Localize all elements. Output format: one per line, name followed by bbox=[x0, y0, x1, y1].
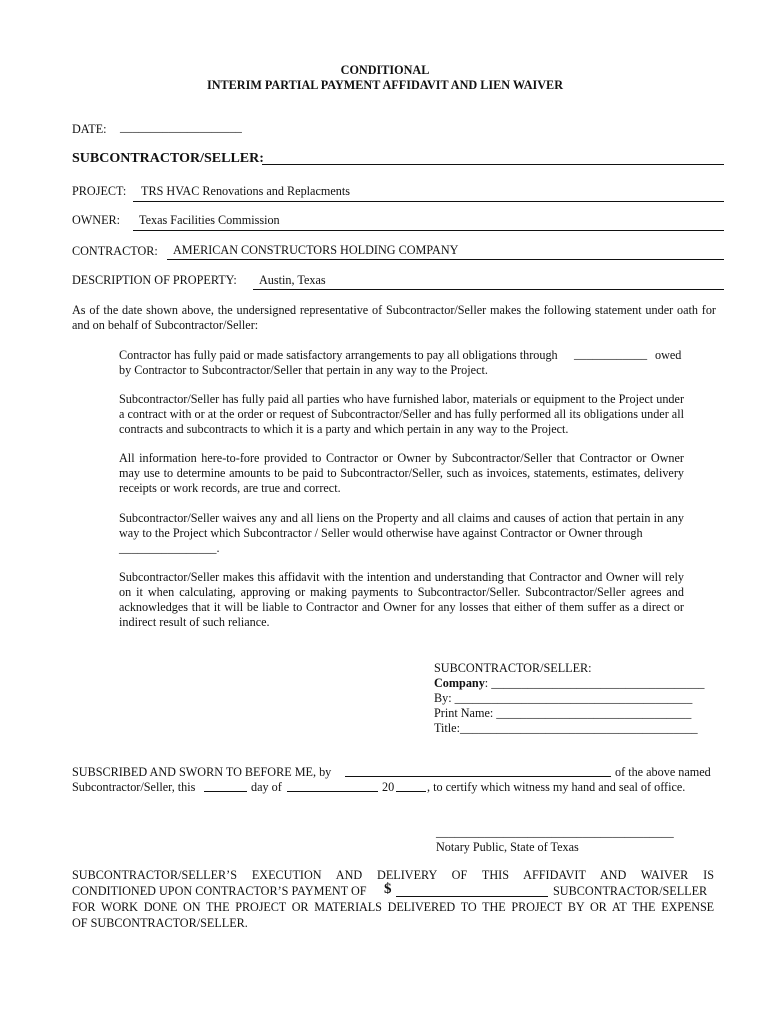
intro-paragraph: As of the date shown above, the undersigned representative of Subcontractor/Seller makes the following statement under oath for and on behalf of Subcontractor/Seller: bbox=[72, 303, 716, 332]
sworn-year-field[interactable] bbox=[396, 791, 426, 792]
final-line3: FOR WORK DONE ON THE PROJECT OR MATERIALS DELIVERED TO THE PROJECT BY OR AT THE EXPENSE bbox=[72, 900, 714, 914]
sworn-by-field[interactable] bbox=[345, 776, 611, 777]
subcontractor-field[interactable] bbox=[262, 164, 724, 165]
property-label: DESCRIPTION OF PROPERTY: bbox=[72, 273, 237, 287]
owner-field-line bbox=[133, 230, 724, 231]
form-title: INTERIM PARTIAL PAYMENT AFFIDAVIT AND LIEN WAIVER bbox=[206, 78, 563, 92]
by-field[interactable]: By: _______________________________________ bbox=[434, 691, 693, 705]
sworn-text-c: Subcontractor/Seller, this bbox=[72, 780, 196, 794]
date-field[interactable]: ____________________ bbox=[120, 120, 242, 134]
final-line4: OF SUBCONTRACTOR/SELLER. bbox=[72, 916, 248, 930]
sworn-text-b: of the above named bbox=[615, 765, 711, 779]
sworn-text-a: SUBSCRIBED AND SWORN TO BEFORE ME, by bbox=[72, 765, 332, 779]
dollar-sign: $ bbox=[384, 881, 392, 897]
clause3-paragraph: All information here-to-fore provided to Contractor or Owner by Subcontractor/Seller that Contractor or Owner may use to determine amounts to be paid to Subcontractor/Seller, such as invoices, statements, estimates, delivery receipts or work records, are true and correct. bbox=[119, 451, 684, 495]
owner-value: Texas Facilities Commission bbox=[139, 213, 280, 227]
clause1-line2: by Contractor to Subcontractor/Seller that pertain in any way to the Project. bbox=[119, 363, 488, 377]
contractor-label: CONTRACTOR: bbox=[72, 244, 158, 258]
final-statement bbox=[72, 868, 714, 932]
sworn-text-d: day of bbox=[251, 780, 282, 794]
clause2-paragraph: Subcontractor/Seller has fully paid all parties who have furnished labor, materials or equipment to the Project under a contract with or at the order or request of Subcontractor/Seller and has fully performed all its obligations under all contracts and subcontracts to which it is a party and which pertain in any way to the Project. bbox=[119, 392, 684, 436]
clause1-line1 bbox=[119, 348, 558, 363]
project-field-line bbox=[133, 201, 724, 202]
form-title-conditional: CONDITIONAL bbox=[340, 63, 430, 77]
print-name-field[interactable]: Print Name: ________________________________ bbox=[434, 706, 692, 720]
clause4-paragraph: Subcontractor/Seller waives any and all liens on the Property and all claims and causes of action that pertain in any way to the Project which Subcontractor / Seller would otherwise have against Contractor or Owner through bbox=[119, 511, 684, 540]
company-label: Company bbox=[434, 676, 485, 690]
final-line2-b: SUBCONTRACTOR/SELLER bbox=[553, 884, 708, 898]
clause4-blank[interactable]: ________________. bbox=[119, 541, 220, 555]
property-value: Austin, Texas bbox=[259, 273, 326, 287]
signature-heading: SUBCONTRACTOR/SELLER: bbox=[434, 661, 592, 675]
sworn-month-field[interactable] bbox=[287, 791, 378, 792]
owner-label: OWNER: bbox=[72, 213, 121, 227]
property-field-line bbox=[253, 289, 724, 290]
payment-amount-field[interactable] bbox=[396, 896, 548, 897]
sworn-text-e: 20 bbox=[382, 780, 395, 794]
clause1-blank[interactable]: ____________ bbox=[574, 347, 648, 361]
contractor-field-line bbox=[167, 259, 724, 260]
title-field[interactable]: Title:_______________________________________ bbox=[434, 721, 698, 735]
notary-signature-line[interactable]: _______________________________________ bbox=[436, 825, 674, 839]
final-line1: SUBCONTRACTOR/SELLER’S EXECUTION AND DELIVERY OF THIS AFFIDAVIT AND WAIVER IS bbox=[72, 868, 714, 882]
final-line2 bbox=[72, 881, 714, 900]
clause5-paragraph: Subcontractor/Seller makes this affidavit with the intention and understanding that Contractor and Owner will rely on it when calculating, approving or making payments to Subcontractor/Seller. Subcontractor/Seller agrees and acknowledges that it will be liable to Contractor and Owner for any losses that either of them suffer as a direct or indirect result of such reliance. bbox=[119, 570, 684, 629]
project-value: TRS HVAC Renovations and Replacments bbox=[141, 184, 350, 198]
company-line: : ___________________________________ bbox=[484, 676, 705, 690]
sworn-day-field[interactable] bbox=[204, 791, 247, 792]
contractor-value: AMERICAN CONSTRUCTORS HOLDING COMPANY bbox=[173, 243, 459, 257]
signature-block bbox=[434, 661, 724, 736]
clause1-text-b: owed bbox=[655, 348, 682, 362]
date-label: DATE: bbox=[72, 122, 107, 136]
company-field[interactable] bbox=[434, 676, 724, 691]
project-label: PROJECT: bbox=[72, 184, 127, 198]
final-line2-a: CONDITIONED UPON CONTRACTOR’S PAYMENT OF bbox=[72, 884, 367, 898]
clause1-text-a: Contractor has fully paid or made satisfactory arrangements to pay all obligations through bbox=[119, 348, 558, 362]
sworn-text-f: , to certify which witness my hand and seal of office. bbox=[427, 780, 686, 794]
subcontractor-label: SUBCONTRACTOR/SELLER: bbox=[72, 151, 264, 166]
notary-label: Notary Public, State of Texas bbox=[436, 840, 579, 854]
